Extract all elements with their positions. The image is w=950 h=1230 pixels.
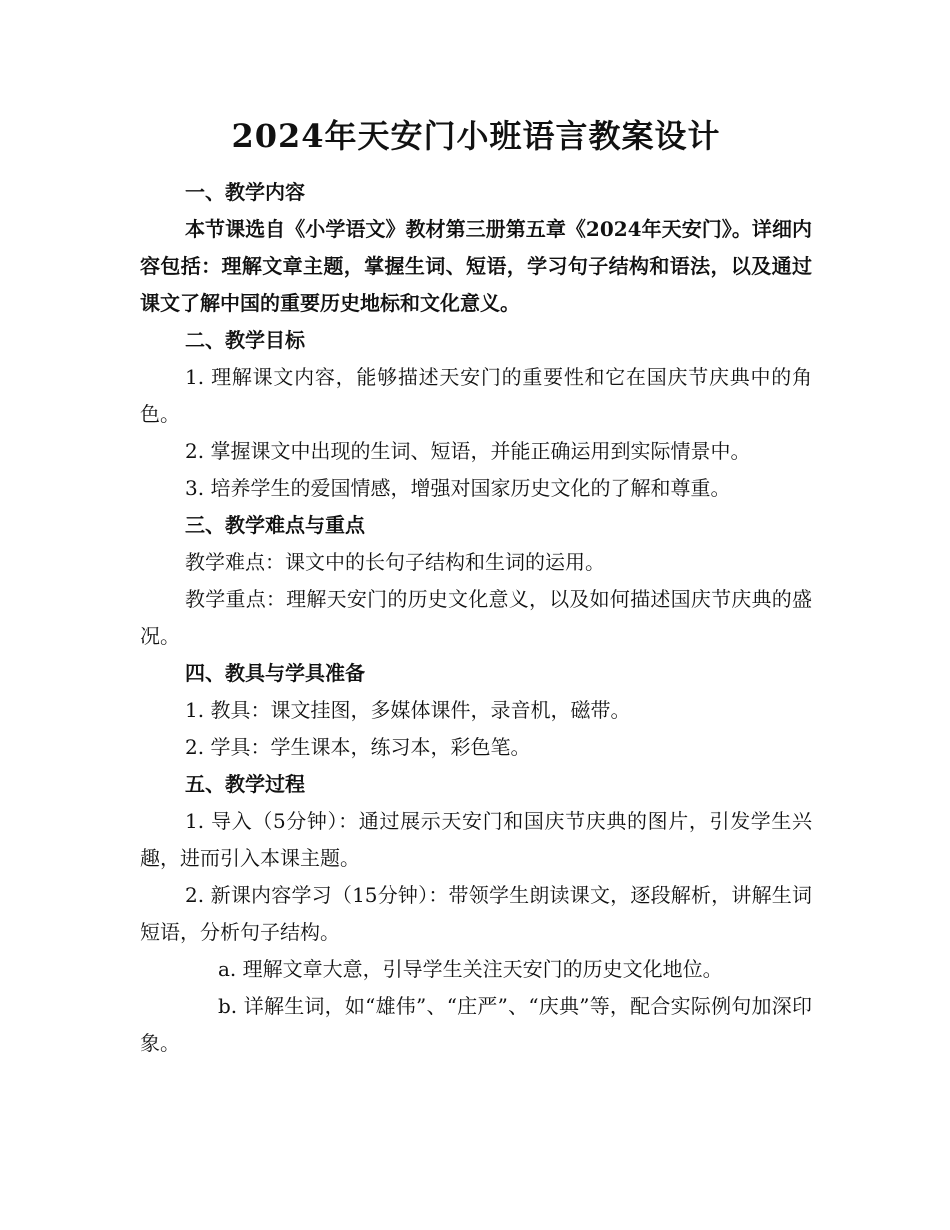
section-teaching-aids [140,655,812,766]
list-item: 1. 教具：课文挂图，多媒体课件，录音机，磁带。 [185,698,631,722]
list-item: 1. 理解课文内容，能够描述天安门的重要性和它在国庆节庆典中的角色。 [140,365,812,426]
list-item: 2. 学具：学生课本，练习本，彩色笔。 [185,735,531,759]
section-teaching-objectives [140,322,812,507]
list-item: 2. 新课内容学习（15分钟）：带领学生朗读课文，逐段解析，讲解生词短语，分析句子结构。 [140,883,812,944]
sub-list-item: b. 详解生词，如“雄伟”、“庄严”、“庆典”等，配合实际例句加深印象。 [140,994,812,1055]
sub-list-item: a. 理解文章大意，引导学生关注天安门的历史文化地位。 [218,957,723,981]
list-item: 3. 培养学生的爱国情感，增强对国家历史文化的了解和尊重。 [185,476,731,500]
list-item: 1. 导入（5分钟）：通过展示天安门和国庆节庆典的图片，引发学生兴趣，进而引入本课主题。 [140,809,812,870]
section-teaching-content [140,174,812,322]
section-heading: 二、教学目标 [185,328,305,352]
section-teaching-process [140,766,812,1062]
paragraph: 教学难点：课文中的长句子结构和生词的运用。 [185,550,605,574]
section-heading: 三、教学难点与重点 [185,513,365,537]
section-heading: 一、教学内容 [185,180,305,204]
section-heading: 五、教学过程 [185,772,305,796]
document-page [140,108,812,1062]
list-item: 2. 掌握课文中出现的生词、短语，并能正确运用到实际情景中。 [185,439,751,463]
section-difficulties-key-points [140,507,812,655]
paragraph: 本节课选自《小学语文》教材第三册第五章《2024年天安门》。详细内容包括：理解文章主题，掌握生词、短语，学习句子结构和语法，以及通过课文了解中国的重要历史地标和文化意义。 [140,217,812,315]
paragraph: 教学重点：理解天安门的历史文化意义，以及如何描述国庆节庆典的盛况。 [140,587,812,648]
section-heading: 四、教具与学具准备 [185,661,365,685]
document-title: 2024年天安门小班语言教案设计 [231,117,721,155]
